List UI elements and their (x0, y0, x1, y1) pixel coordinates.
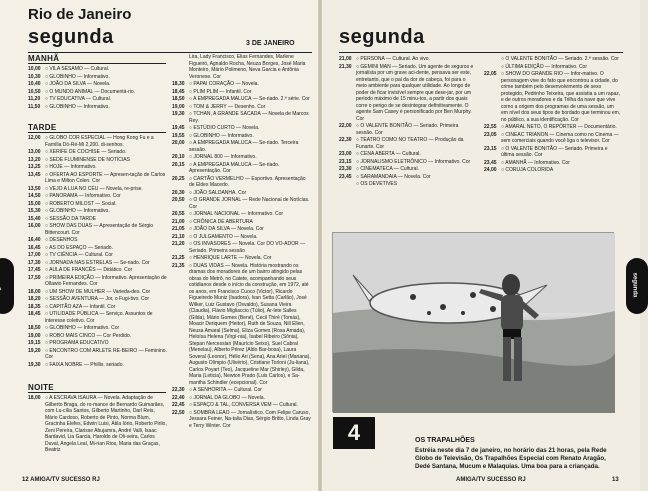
divider (28, 392, 166, 393)
schedule-entry (484, 56, 622, 63)
schedule-entry (484, 64, 622, 71)
schedule-entry (484, 132, 622, 145)
schedule-entry (172, 241, 312, 254)
city-title: Rio de Janeiro (28, 6, 132, 23)
schedule-entry (28, 304, 168, 311)
schedule-time: 20,00 (172, 140, 185, 146)
schedule-time: 19,45 (172, 125, 185, 131)
schedule-time: 20,10 (172, 154, 185, 160)
footer-right: 13 (612, 477, 619, 483)
photo-illustration (333, 233, 615, 413)
schedule-time: 13,25 (28, 164, 41, 170)
schedule-program: ○ CRÔNICA DE ABERTURA (189, 218, 253, 225)
schedule-entry (172, 54, 312, 80)
schedule-time: 19,30 (28, 361, 41, 368)
schedule-time: 18,45 (172, 88, 185, 95)
schedule-entry (172, 104, 312, 111)
schedule-time: 23,15 (484, 145, 497, 152)
schedule-program: ○ SOMBRA LEAO — Jornalístico. Com Felipe Caruso, Jessara Feiner, Na-talia Dias, Sérgio Britto, Linda Gray e Terry Winter. Cor (189, 409, 311, 429)
schedule-program: ○ A EMPREGADA MALUCA — Se-riado. Terceira sessão. (189, 140, 299, 153)
schedule-program: ○ JORNALISMO ELETRÔNICO — Informativo. Cor (356, 158, 471, 165)
schedule-time: 22,00 (339, 123, 352, 129)
schedule-program: ○ JOÃO SALDANHA. Cor (189, 189, 247, 196)
day-heading-right: segunda (339, 26, 425, 48)
schedule-entry (172, 140, 312, 153)
day-heading: segunda (28, 26, 114, 48)
schedule-entry (28, 157, 168, 164)
divider (339, 52, 623, 53)
schedule-program: ○ SESSÃO DA TARDE (45, 215, 96, 222)
schedule-entry (28, 186, 168, 193)
schedule-entry (28, 216, 168, 223)
schedule-time: 18,45 (28, 311, 41, 317)
schedule-entry (28, 66, 168, 73)
schedule-time: 10,40 (28, 81, 41, 87)
schedule-entry (172, 197, 312, 210)
schedule-entry (484, 167, 622, 174)
schedule-time: 14,50 (28, 193, 41, 199)
schedule-entry (172, 395, 312, 402)
schedule-program: ○ A EMPREGADA MALUCA — Se-riado. 2.ª série. Cor (189, 96, 310, 102)
schedule-program: ○ O VALENTE BONITÃO — Seriado. 2.ª sessão. Cor (501, 56, 619, 62)
schedule-entry (172, 162, 312, 175)
schedule-program: ○ OS DEVETIVES (356, 181, 398, 187)
schedule-program: ○ O MUNDO ANIMAL — Documentá-rio. (45, 88, 136, 95)
schedule-entry (28, 164, 168, 171)
schedule-program: ○ SESSÃO AVENTURA — Jor, o Fugi-tivo. Cor (45, 296, 150, 302)
schedule-time: 21,20 (172, 241, 185, 247)
schedule-program: ○ CINEMATECA — Cultural. (356, 166, 419, 172)
schedule-entry (28, 237, 168, 244)
schedule-entry (28, 89, 168, 96)
schedule-time: 17,50 (28, 274, 41, 281)
schedule-program: ○ DUAS VIDAS — Novela. História mostrando os dramas dos moradores de um bairro atingido pelas obras do Metrô, no Catete, acompanhando seus cotidianos desde o início da construção, em 1972, até os anos, em Francisco Cuoco (Victor), Ricardo Figueiredo Muniz (Isadora), Ivan Setta (Carlão), José Wilker, Luiz Gustavo (Osvaldo), Susana Vieira (Claudia), Flávio Migliaccio (Túlio), Ar-lete Salles (Gilda), Mário Gomes (Bené), Cecil Thiré (Tomás), Moacir Deriquem (Heitor), Ruth de Souza, Nill Ellen, Neusa Amaral (Selma), Eliza Gomes (Rosa Amada), Heloísa Helena (Virgí-nia), Isabel Ribeiro (Sônia), Stepan Nercessian (Maurício Seixo), Suel Cabral (Menelau), Alberto Pérez (Aldo Bar-bosa), Laura Soveral (Leonor), Hélio Ari (Sena), Ana Ariel (Mariana), Augusto Olímpio (Ulivério), Cristiane Torloni (Ju-liana), Carlos Poyart (Teo), Jacqueline Mar (Shirley), Gilda, Maria (Leticia), Newton Prado (Luis Carlos), e Sa-mantha Schindler (ecepcional). Cor (189, 262, 311, 386)
schedule-program: ○ PLIM PLIM — Infantil. Cor (189, 88, 252, 95)
schedule-time: 18,20 (28, 296, 41, 302)
schedule-entry (28, 96, 168, 103)
schedule-program: ○ CORUJA COLORIDA (501, 167, 554, 173)
schedule-program: ○ AMARAL NETO, O REPÓRTER — Documentário. (501, 124, 617, 130)
schedule-entry (28, 275, 168, 288)
schedule-entry (28, 267, 168, 274)
schedule-entry (172, 402, 312, 409)
schedule-entry (172, 111, 312, 124)
schedule-entry (172, 211, 312, 218)
schedule-program: ○ JOÃO DA SILVA — Novela. (45, 81, 111, 87)
schedule-list-tarde (28, 135, 168, 381)
schedule-time: 22,30 (172, 387, 185, 393)
schedule-program: ○ PERSONA — Cultural. Ao vivo. (356, 56, 430, 62)
schedule-program: ○ TEATRO COMO NO TEATRO — Produção da Funarte. Cor (356, 137, 464, 150)
schedule-program: ○ ROBO MAIS CINCO — Cor Perdido. (45, 332, 132, 339)
schedule-entry (172, 89, 312, 96)
caption-title: OS TRAPALHÕES (415, 437, 475, 444)
schedule-program: ○ UM SHOW DE MULHER — Varieda-des. Cor (45, 288, 151, 295)
schedule-entry (28, 81, 168, 88)
schedule-entry (28, 208, 168, 215)
schedule-time: 18,35 (28, 303, 41, 310)
schedule-program: ○ VILA SÉSAMO — Cultural. (45, 66, 110, 72)
channel-badge: 4 (333, 417, 375, 449)
schedule-entry (172, 96, 312, 103)
schedule-program: ○ GLOBINHO — Informativo. (45, 103, 110, 110)
schedule-program: ○ OS INVASORES — Novela. Cor DO VO-ADOR — Seriado. Primeira sessão (189, 241, 306, 254)
schedule-time: 20,30 (172, 189, 185, 196)
schedule-program: ○ GLOBINHO — Informativo. (189, 132, 254, 139)
schedule-time: 22,55 (484, 124, 497, 130)
schedule-time: 21,25 (172, 255, 185, 261)
schedule-program: ○ ESTÚDIO CURTO — Novela. (189, 125, 260, 131)
schedule-program: ○ PANORAMA — Informativo. Cor (45, 193, 121, 199)
schedule-program: ○ ÚLTIMA EDIÇÃO — Informativo. Cor (501, 63, 588, 70)
schedule-program: ○ AULA DE FRANCÊS — Didático. Cor (45, 267, 133, 273)
schedule-list-manha (28, 66, 168, 122)
schedule-time: 23,45 (339, 173, 352, 180)
schedule-time: 22,40 (172, 394, 185, 401)
show-photo (332, 232, 614, 412)
schedule-entry (28, 296, 168, 303)
schedule-program: ○ HOJE — Informativo. (45, 164, 97, 170)
schedule-time: 13,00 (28, 149, 41, 155)
schedule-time: 13,45 (28, 171, 41, 178)
schedule-program: ○ JORNADA NAS ESTRELAS — Se-riado. Cor (45, 259, 150, 266)
schedule-program: ○ SHOW DO GRANDE RIO — Infor-mativo. O personagem vive do fato que encontrou a cidade, do crime também pelo desenvolvimento de sexo protegido, Pedrinho Teixeira, que assistia a um rapaz, e de outros moradores e da Trilha da nave que vive como a origem dos programas de uma sessão, um em nível dos seus tipos de bordado que terminou em, no público, a sua identificação. Cor (501, 71, 621, 123)
schedule-entry (339, 123, 477, 136)
schedule-time: 21,00 (172, 218, 185, 225)
schedule-program: ○ SARAMANDAIA — Novela. Cor (356, 173, 431, 180)
schedule-program: ○ GEMINI MAN — Seriado. Um agente de seguros e jornalista por um grave aci-dente, pensava ser este, entretanto, que o pai da dor de cabeça, foi para o meio ambiente para qualquer utilidade. Ao longo de poder de ficar invisível sempre que dese-jar, por um período máximo de 15 minu-tos, a partir dos quais corre o perigo de se desintegrar definitivamente. O agente Sam Casey é personificado por Ben Murphy. Cor (356, 63, 474, 122)
schedule-program: Lira, Lady Francisco, Elias Fernandes, Marlene Figueiró, Agnaldo Rocha, Neuza Borges, José Maria Monteiro, Mário Polimeno, Neva Garcia e Antônia Veronese. Cor (189, 54, 306, 80)
schedule-time: 22,45 (172, 402, 185, 408)
schedule-program: ○ GLOBO COR ESPECIAL — Hong Kong Fu e a Família Dó-Ré-Mi 2,200. di-senhos. (45, 135, 154, 148)
divider (28, 63, 166, 64)
section-noite: NOITE (28, 383, 54, 392)
schedule-time: 11,50 (28, 103, 41, 110)
schedule-program: ○ AMANHÃ — Informativo. Cor (501, 159, 570, 166)
schedule-entry (28, 311, 168, 324)
schedule-time: 20,25 (172, 175, 185, 182)
schedule-entry (172, 226, 312, 233)
schedule-time: 13,50 (28, 185, 41, 192)
schedule-entry (28, 135, 168, 148)
schedule-program: ○ CINEAC TRIANON — Cinema como no Cinema — sem comerciais quando você liga o televisor. Cor (501, 131, 619, 144)
schedule-time: 24,00 (484, 167, 497, 173)
schedule-time: 23,15 (339, 158, 352, 165)
schedule-entry (484, 124, 622, 131)
schedule-program: ○ ESPAÇO & TAL, CONVERSA VEM — Cultural. (189, 402, 298, 408)
schedule-time: 10,50 (28, 88, 41, 95)
schedule-time (339, 181, 356, 188)
schedule-program: ○ HENRIQUE LARTE — Novela. Cor (189, 255, 272, 261)
schedule-program: ○ VEJO A LUA NO CÉU — Novela, re-prise. (45, 185, 143, 192)
schedule-program: ○ ENCONTRO COM ARLETE RE-BEIRO — Feminino. Cor (45, 347, 167, 360)
schedule-time: 20,55 (172, 211, 185, 217)
schedule-program: ○ O VALENTE BONITÃO — Seriado. Primeira sessão. Cor (356, 123, 459, 136)
footer-center: AMIGA/TV SUCESSO RJ (456, 477, 526, 483)
schedule-time: 21,10 (172, 233, 185, 240)
schedule-time: 17,30 (28, 259, 41, 266)
schedule-time: 15,30 (28, 208, 41, 214)
schedule-time: 16,00 (28, 223, 41, 229)
schedule-time: 22,50 (172, 409, 185, 416)
schedule-entry (339, 137, 477, 150)
schedule-entry (339, 174, 477, 181)
schedule-time: 19,15 (28, 340, 41, 346)
schedule-entry (28, 260, 168, 267)
schedule-entry (28, 245, 168, 252)
schedule-program: ○ CENA ABERTA — Cultural. (356, 151, 421, 157)
schedule-list-noite (28, 395, 168, 471)
schedule-time: 21,05 (172, 226, 185, 232)
section-tarde: TARDE (28, 123, 57, 132)
schedule-time: 23,30 (339, 166, 352, 172)
schedule-entry (28, 104, 168, 111)
schedule-time: 21,30 (339, 63, 352, 70)
schedule-program: ○ O VALENTE BONITÃO — Seriado. Primeira e última sessão. Cor (501, 145, 608, 158)
schedule-program: ○ O GRANDE JORNAL — Rede Nacional de Notícias. Cor (189, 197, 310, 210)
schedule-time (172, 54, 189, 80)
schedule-time: 17,00 (28, 252, 41, 258)
schedule-program: ○ FAIXA NOBRE — Phillis. seriado. (45, 361, 124, 368)
page-spine (318, 0, 322, 491)
schedule-time: 23,05 (484, 131, 497, 138)
date-label: 3 DE JANEIRO (246, 40, 295, 47)
schedule-program: ○ A EMPREGADA MALUCA — Se-riado. Apresentação. Cor (189, 161, 280, 174)
schedule-entry (172, 81, 312, 88)
schedule-time: 19,30 (172, 111, 185, 117)
schedule-program: ○ TOM & JERRY — Desenho. Cor (189, 103, 266, 110)
schedule-entry (28, 340, 168, 347)
schedule-time: 20,50 (172, 197, 185, 203)
schedule-program: ○ DESENHOS (45, 237, 78, 243)
schedule-time: 17,45 (28, 267, 41, 273)
schedule-program: ○ A ESCRAVA ISAURA — Novela. Adaptação de Gilberto Braga, do ro-mance de Bernardo Guimarães, com Lu-cília Santos, Gilberto Martinho, Darl Reis, Mário Cardoso, Roberto de Pinto, Norma Blum, Gracinha Elefes, Edwin Luisi, Átila Iório, Roberto Pirilo, Zeni Pereira, Clarisse Abujamra, André Valli, Isaac Bardavid, Lia Garcia, Haroldo de Oli-veira, Carlos Duval, Angela Leal, Mi-rian Rios, Maria das Graças, Beatriz (45, 395, 167, 453)
schedule-entry (28, 193, 168, 200)
schedule-list-right-1 (339, 56, 477, 228)
schedule-time: 20,15 (172, 161, 185, 168)
schedule-entry (172, 154, 312, 161)
schedule-time: 16,40 (28, 237, 41, 243)
schedule-time: 18,00 (28, 288, 41, 295)
schedule-entry (339, 151, 477, 158)
schedule-entry (28, 395, 168, 454)
schedule-program: ○ JOÃO DA SILVA — Novela. Cor (189, 226, 264, 232)
schedule-program: ○ SEDE FLUMINENSE DE NOTÍCIAS (45, 156, 130, 163)
schedule-entry (484, 71, 622, 123)
schedule-entry (484, 160, 622, 167)
schedule-program: ○ GLOBINHO — Informativo. (45, 208, 110, 214)
schedule-program: ○ JORNAL NACIONAL — Informativo. Cor (189, 211, 284, 217)
schedule-program: ○ TCHAN, A GRANDE SACADA — Novela de Marcos Rey. (189, 111, 309, 124)
schedule-time: 16,45 (28, 244, 41, 251)
schedule-entry (28, 172, 168, 185)
caption-text: Estréia neste dia 7 de janeiro, no horário das 21 horas, pela Rede Globo de Televisão, Os Trapalhões Especial com Renato Aragão, Dedé Santana, Mucum e Malaquias. Uma boa para a criançada. (415, 447, 607, 470)
schedule-entry (28, 348, 168, 361)
schedule-program: ○ TV CIÊNCIA — Cultural. Cor (45, 252, 113, 258)
schedule-time: 22,30 (339, 137, 352, 143)
schedule-entry (28, 362, 168, 369)
schedule-time: 18,50 (28, 325, 41, 331)
schedule-entry (172, 190, 312, 197)
schedule-entry (172, 133, 312, 140)
schedule-time: 19,20 (28, 347, 41, 354)
schedule-time: 23,45 (484, 159, 497, 166)
schedule-time: 13,20 (28, 156, 41, 163)
schedule-program: ○ JORNAL 800 — Informativo. (189, 154, 257, 160)
schedule-time: 18,00 (28, 395, 41, 401)
schedule-entry (28, 201, 168, 208)
divider (28, 52, 312, 53)
schedule-program: ○ UTILIDADE PÚBLICA — Serviço. Assuntos de interesse coletivo. Cor (45, 311, 153, 324)
schedule-program: ○ PROGRAMA EDUCATIVO (45, 340, 109, 346)
section-manha: MANHÃ (28, 54, 60, 63)
schedule-time: 12,00 (28, 135, 41, 141)
schedule-entry (172, 263, 312, 387)
day-tab-right: segunda (626, 258, 648, 314)
schedule-entry (339, 56, 477, 63)
schedule-entry (28, 252, 168, 259)
schedule-program: ○ O JULGAMENTO — Novela. (189, 233, 258, 240)
schedule-list-continued (172, 54, 312, 472)
schedule-entry (172, 255, 312, 262)
schedule-entry (172, 410, 312, 430)
schedule-program: ○ PRIMEIRA EDIÇÃO — Informativo. Apresentação de Ollawio Fernandes. Cor (45, 274, 167, 287)
schedule-entry (339, 166, 477, 173)
schedule-program: ○ CAPITÃO AZA — Infantil. Cor (45, 303, 116, 310)
schedule-program: ○ OFERTA AO ESPORTE — Apresen-tação de Carlos Lima e Milton Colen. Cor (45, 171, 166, 184)
schedule-time: 22,05 (484, 71, 497, 77)
schedule-entry (28, 223, 168, 236)
left-page (0, 0, 320, 491)
schedule-entry (484, 146, 622, 159)
schedule-entry (339, 181, 477, 188)
schedule-program: ○ TV EDUCATIVA — Cultural. (45, 96, 112, 102)
schedule-time: 21,35 (172, 262, 185, 269)
schedule-entry (28, 289, 168, 296)
schedule-entry (172, 387, 312, 394)
schedule-entry (172, 176, 312, 189)
schedule-program: ○ A SENHORITA — Cultural. Cor (189, 387, 262, 393)
schedule-time: 21,00 (339, 56, 352, 62)
schedule-entry (172, 234, 312, 241)
schedule-entry (28, 325, 168, 332)
schedule-time: 18,50 (172, 96, 185, 102)
schedule-time: 23,00 (339, 151, 352, 157)
schedule-entry (339, 159, 477, 166)
schedule-entry (172, 125, 312, 132)
schedule-program: ○ JORNAL DA GLOBO — Novela. (189, 394, 265, 401)
footer-left: 12 AMIGA/TV SUCESSO RJ (22, 477, 100, 483)
schedule-entry (28, 149, 168, 156)
divider (28, 132, 166, 133)
schedule-time (484, 64, 501, 71)
schedule-time: 10,00 (28, 66, 41, 72)
schedule-time: 15,00 (28, 200, 41, 207)
schedule-program: ○ PAPAI CORAÇÃO — Novela. (189, 81, 259, 87)
schedule-time: 15,40 (28, 215, 41, 222)
schedule-program: ○ GLOBINHO — Informativo. (45, 73, 110, 80)
schedule-time: 19,55 (172, 132, 185, 139)
schedule-entry (28, 74, 168, 81)
schedule-program: ○ SHOW DAS DUAS — Apresentação de Sérgio Bittencourt. Cor (45, 223, 154, 236)
schedule-program: ○ CARTÃO VERMELHO — Esportivo. Apresentação de Eldes Macedo. (189, 175, 306, 188)
schedule-program: ○ XERIFE DE COCHISE — Seriado. (45, 149, 127, 155)
schedule-program: ○ ROBERTO MILOST — Social. (45, 200, 117, 207)
schedule-entry (339, 64, 477, 123)
schedule-time: 10,30 (28, 73, 41, 80)
schedule-program: ○ GLOBINHO — Informativo. Cor (45, 325, 120, 331)
schedule-time: 18,30 (172, 81, 185, 87)
schedule-entry (28, 333, 168, 340)
schedule-time (484, 56, 501, 63)
schedule-time: 19,00 (28, 332, 41, 339)
schedule-time: 19,00 (172, 103, 185, 110)
schedule-entry (172, 219, 312, 226)
schedule-time: 11,20 (28, 96, 41, 102)
schedule-program: ○ AS DO ESPAÇO — Seriado. (45, 244, 113, 251)
schedule-list-right-2 (484, 56, 622, 228)
day-tab-left (0, 258, 14, 314)
